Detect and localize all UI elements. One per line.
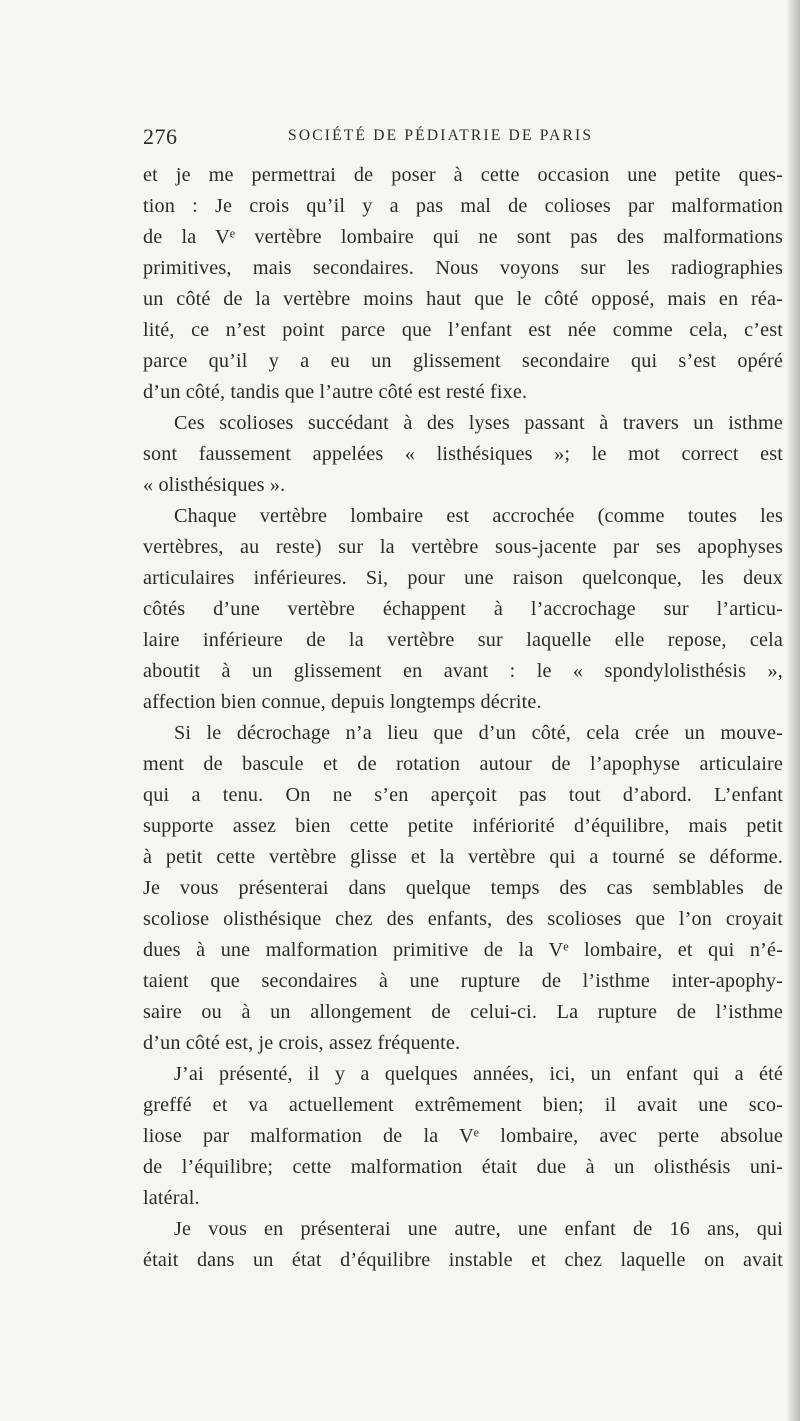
text-line: taient que secondaires à une rupture de l’isthme inter-apophy- bbox=[143, 970, 783, 992]
text-line: Je vous présenterai dans quelque temps des cas semblables de bbox=[143, 877, 783, 899]
text-line: saire ou à un allongement de celui-ci. La rupture de l’isthme bbox=[143, 1001, 783, 1023]
text-line: laire inférieure de la vertèbre sur laquelle elle repose, cela bbox=[143, 629, 783, 651]
text-line: à petit cette vertèbre glisse et la vertèbre qui a tourné se déforme. bbox=[143, 846, 783, 868]
text-line: supporte assez bien cette petite infériorité d’équilibre, mais petit bbox=[143, 815, 783, 837]
text-line: « olisthésiques ». bbox=[143, 474, 286, 496]
text-line: un côté de la vertèbre moins haut que le côté opposé, mais en réa- bbox=[143, 288, 783, 310]
text-line: de la Vᵉ vertèbre lombaire qui ne sont pas des malformations bbox=[143, 226, 783, 248]
text-line: côtés d’une vertèbre échappent à l’accrochage sur l’articu- bbox=[143, 598, 783, 620]
text-line: d’un côté est, je crois, assez fréquente. bbox=[143, 1032, 461, 1054]
text-line: liose par malformation de la Vᵉ lombaire, avec perte absolue bbox=[143, 1125, 783, 1147]
text-line: ment de bascule et de rotation autour de l’apophyse articulaire bbox=[143, 753, 783, 775]
text-line: était dans un état d’équilibre instable et chez laquelle on avait bbox=[143, 1249, 783, 1271]
text-line: primitives, mais secondaires. Nous voyons sur les radiographies bbox=[143, 257, 783, 279]
text-line: articulaires inférieures. Si, pour une raison quelconque, les deux bbox=[143, 567, 783, 589]
text-line: latéral. bbox=[143, 1187, 200, 1209]
text-line: Chaque vertèbre lombaire est accrochée (comme toutes les bbox=[174, 505, 783, 527]
text-line: de l’équilibre; cette malformation était due à un olisthésis uni- bbox=[143, 1156, 783, 1178]
text-line: Ces scolioses succédant à des lyses passant à travers un isthme bbox=[174, 412, 783, 434]
text-line: Je vous en présenterai une autre, une enfant de 16 ans, qui bbox=[174, 1218, 783, 1240]
text-line: tion : Je crois qu’il y a pas mal de colioses par malformation bbox=[143, 195, 783, 217]
text-line: parce qu’il y a eu un glissement secondaire qui s’est opéré bbox=[143, 350, 783, 372]
text-line: affection bien connue, depuis longtemps décrite. bbox=[143, 691, 542, 713]
text-line: greffé et va actuellement extrêmement bien; il avait une sco- bbox=[143, 1094, 783, 1116]
text-line: sont faussement appelées « listhésiques »; le mot correct est bbox=[143, 443, 783, 465]
text-line: qui a tenu. On ne s’en aperçoit pas tout d’abord. L’enfant bbox=[143, 784, 783, 806]
text-line: vertèbres, au reste) sur la vertèbre sous-jacente par ses apophyses bbox=[143, 536, 783, 558]
page-header bbox=[143, 124, 783, 154]
text-line: et je me permettrai de poser à cette occasion une petite ques- bbox=[143, 164, 783, 186]
text-line: Si le décrochage n’a lieu que d’un côté, cela crée un mouve- bbox=[174, 722, 783, 744]
text-line: dues à une malformation primitive de la Vᵉ lombaire, et qui n’é- bbox=[143, 939, 783, 961]
body-text bbox=[143, 160, 783, 1276]
text-line: lité, ce n’est point parce que l’enfant est née comme cela, c’est bbox=[143, 319, 783, 341]
page-number: 276 bbox=[143, 124, 178, 149]
running-title: SOCIÉTÉ DE PÉDIATRIE DE PARIS bbox=[288, 127, 594, 144]
text-line: J’ai présenté, il y a quelques années, ici, un enfant qui a été bbox=[174, 1063, 783, 1085]
text-line: aboutit à un glissement en avant : le « spondylolisthésis », bbox=[143, 660, 783, 682]
text-line: d’un côté, tandis que l’autre côté est resté fixe. bbox=[143, 381, 528, 403]
page-edge-shadow bbox=[786, 0, 800, 1421]
text-line: scoliose olisthésique chez des enfants, des scolioses que l’on croyait bbox=[143, 908, 783, 930]
